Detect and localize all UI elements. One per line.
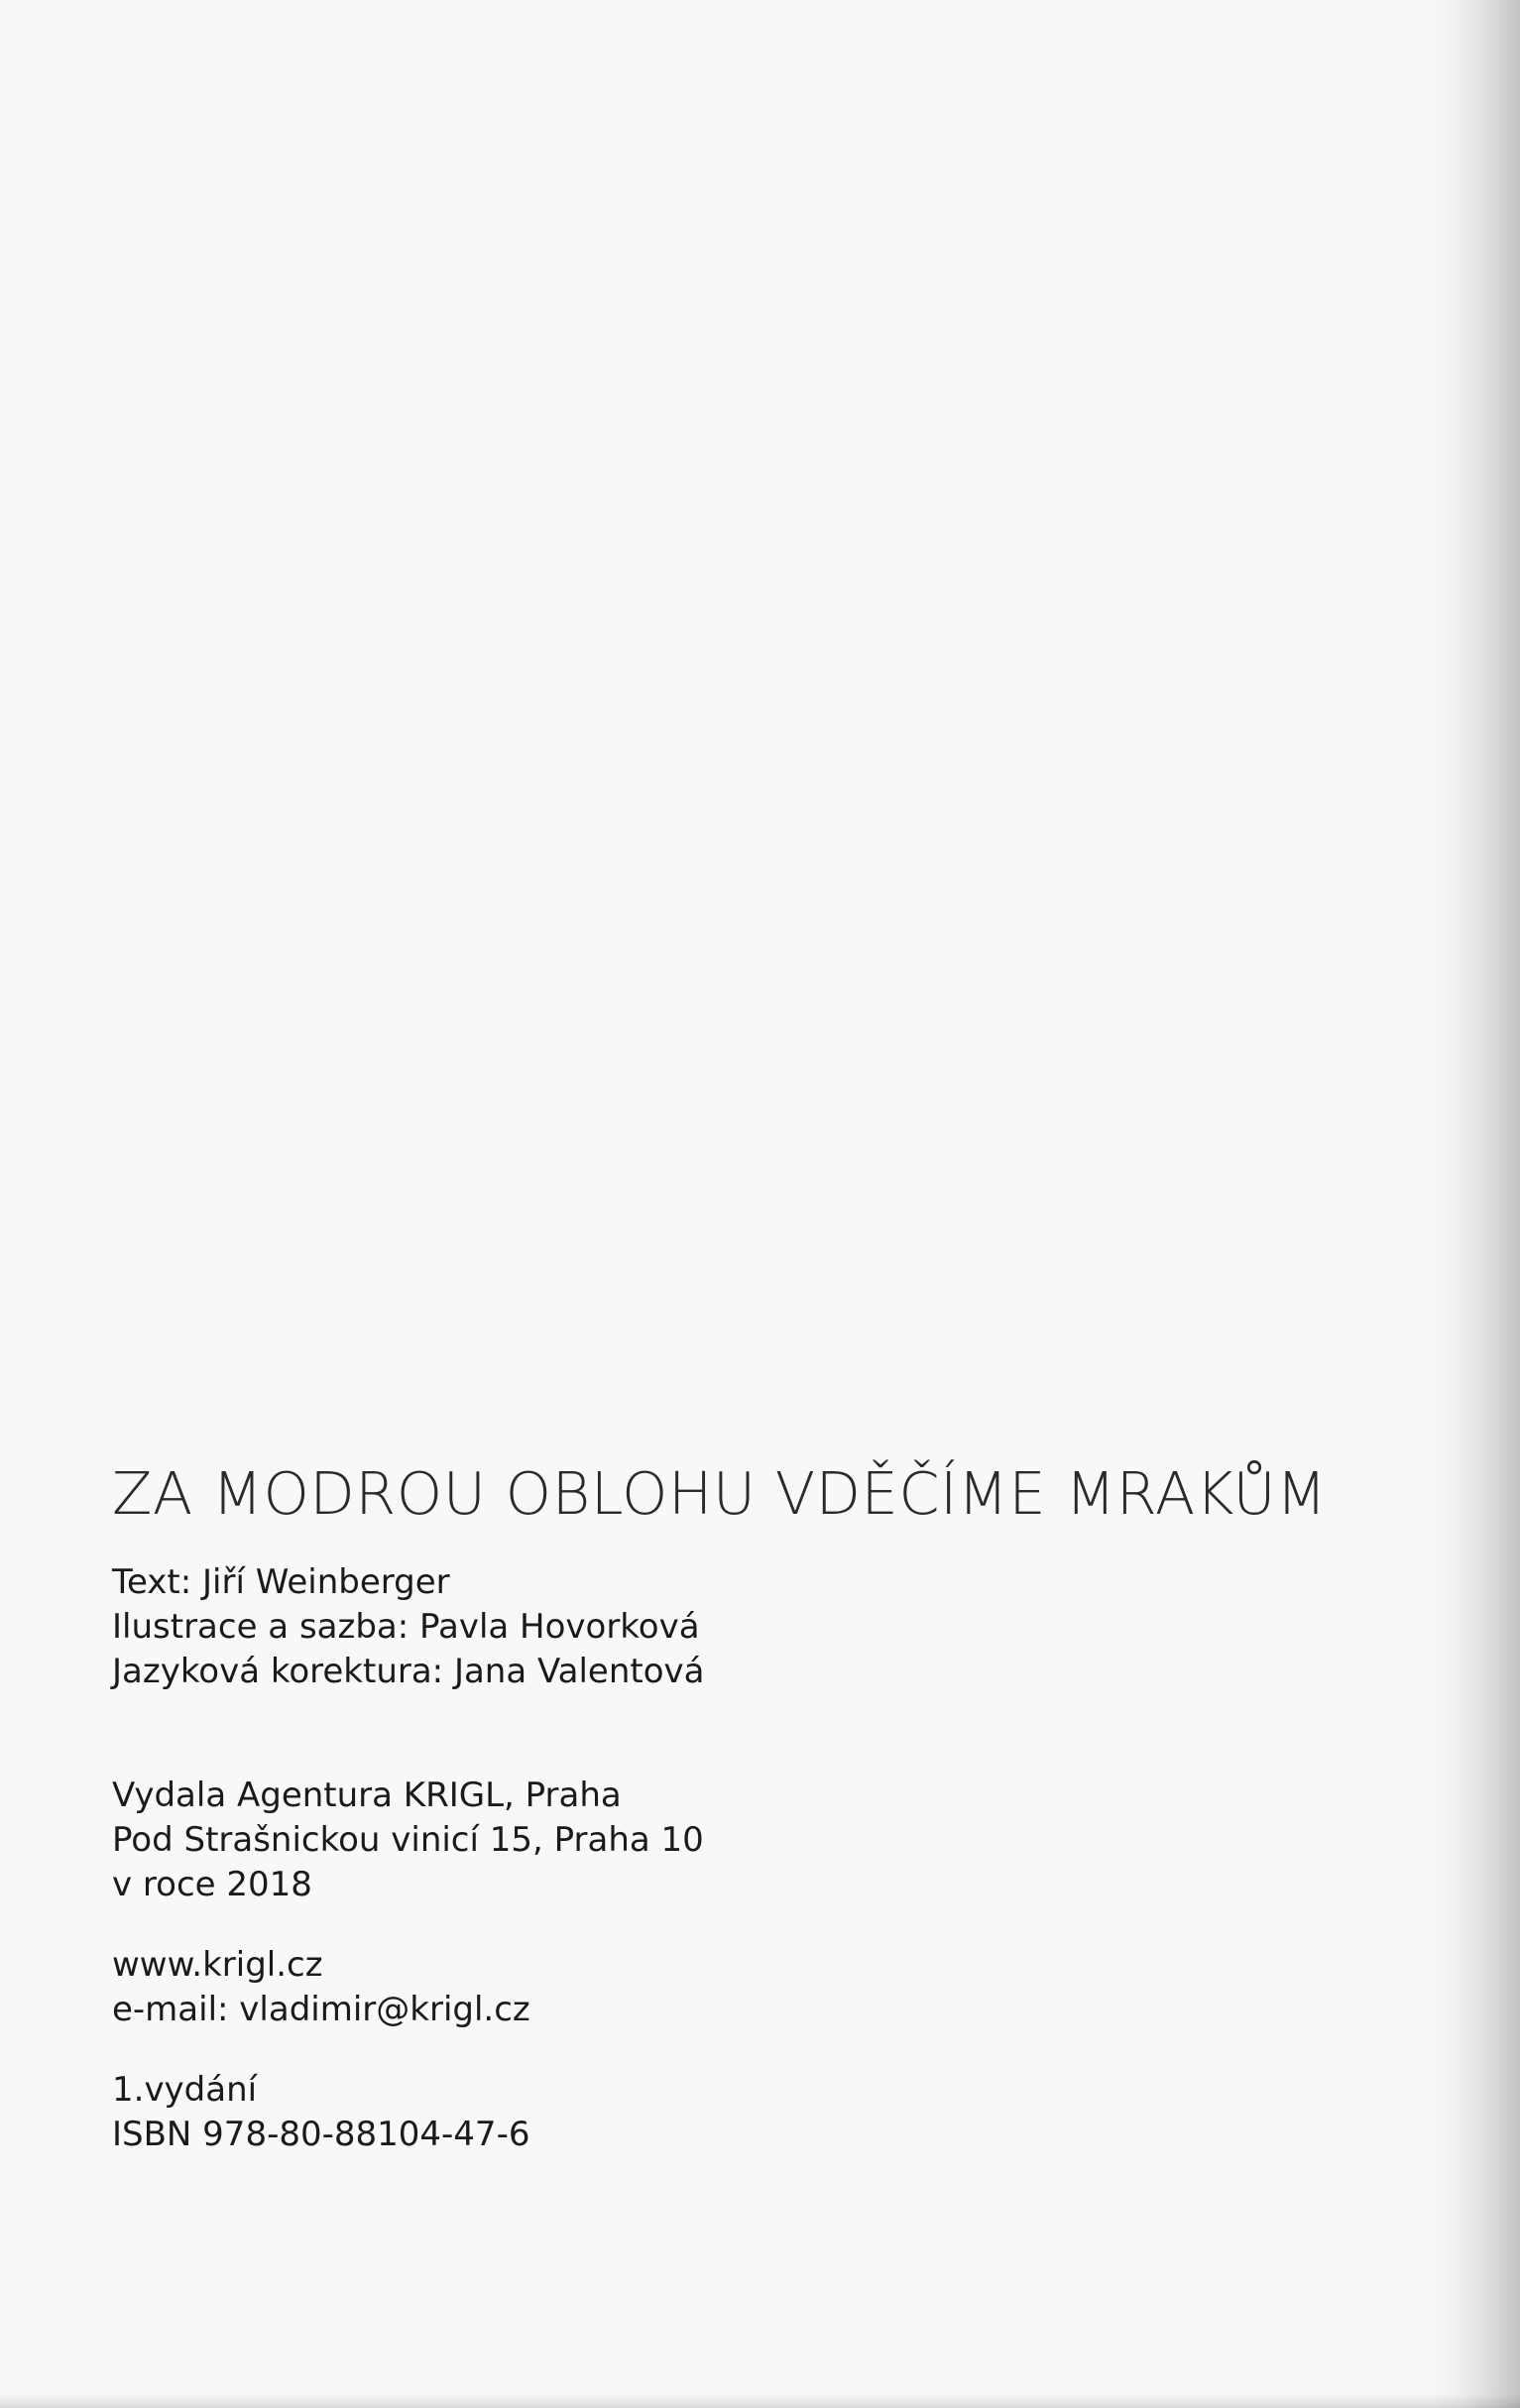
book-title: ZA MODROU OBLOHU VDĚČÍME MRAKŮM xyxy=(112,1459,1328,1528)
credit-proofreading: Jazyková korektura: Jana Valentová xyxy=(112,1652,705,1691)
contact-block xyxy=(112,1943,1401,2032)
credit-text-author: Text: Jiří Weinberger xyxy=(112,1562,450,1602)
publisher-block xyxy=(112,1774,1401,1907)
publisher-address: Pod Strašnickou vinicí 15, Praha 10 xyxy=(112,1820,704,1860)
colophon xyxy=(112,1453,1401,2157)
isbn: ISBN 978-80-88104-47-6 xyxy=(112,2115,530,2154)
edition-number: 1.vydání xyxy=(112,2070,258,2110)
email-address: e-mail: vladimir@krigl.cz xyxy=(112,1990,530,2029)
publication-year: v roce 2018 xyxy=(112,1865,312,1904)
page-bottom-edge xyxy=(0,2394,1520,2408)
edition-block xyxy=(112,2068,1401,2157)
credits-block xyxy=(112,1560,1401,1694)
page-edge-shadow xyxy=(1431,0,1520,2408)
publisher-name: Vydala Agentura KRIGL, Praha xyxy=(112,1776,622,1815)
credit-illustration: Ilustrace a sazba: Pavla Hovorková xyxy=(112,1607,700,1647)
website-link: www.krigl.cz xyxy=(112,1945,323,1985)
